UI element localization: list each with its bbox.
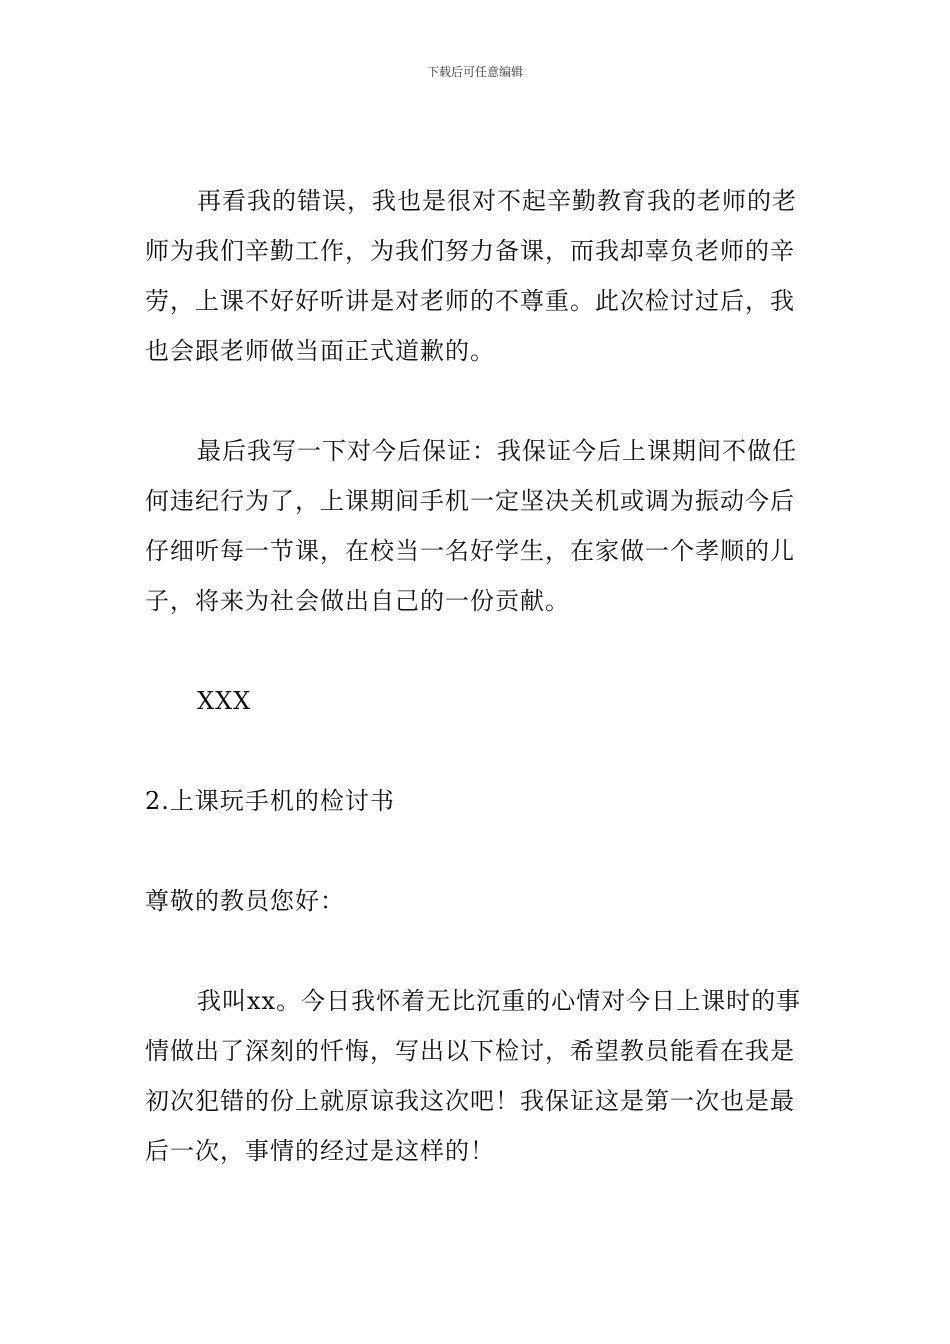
paragraph-gap bbox=[145, 376, 810, 426]
section-heading: 2.上课玩手机的检讨书 bbox=[145, 787, 395, 815]
salutation: 尊敬的教员您好： bbox=[145, 887, 345, 915]
paragraph-gap bbox=[145, 826, 810, 876]
paragraph-introduction: 我叫xx。今日我怀着无比沉重的心情对今日上课时的事情做出了深刻的忏悔，写出以下检讨，希望教员能看在我是初次犯错的份上就原谅我这次吧！我保证这是第一次也是最后一次，事情的经过是这样的！ bbox=[145, 987, 802, 1165]
paragraph-gap bbox=[145, 726, 810, 776]
paragraph-apology-to-teacher: 再看我的错误，我也是很对不起辛勤教育我的老师的老师为我们辛勤工作，为我们努力备课，而我却辜负老师的辛劳，上课不好好听讲是对老师的不尊重。此次检讨过后，我也会跟老师做当面正式道歉的。 bbox=[145, 187, 797, 365]
document-body bbox=[145, 176, 810, 1176]
page-header-note: 下载后可任意编辑 bbox=[426, 65, 523, 79]
paragraph-gap bbox=[145, 926, 810, 976]
signature-placeholder: XXX bbox=[197, 687, 252, 715]
paragraph-gap bbox=[145, 626, 810, 676]
paragraph-future-promise: 最后我写一下对今后保证：我保证今后上课期间不做任何违纪行为了，上课期间手机一定坚决关机或调为振动今后仔细听每一节课，在校当一名好学生，在家做一个孝顺的儿子，将来为社会做出自己的一份贡献。 bbox=[145, 437, 797, 615]
